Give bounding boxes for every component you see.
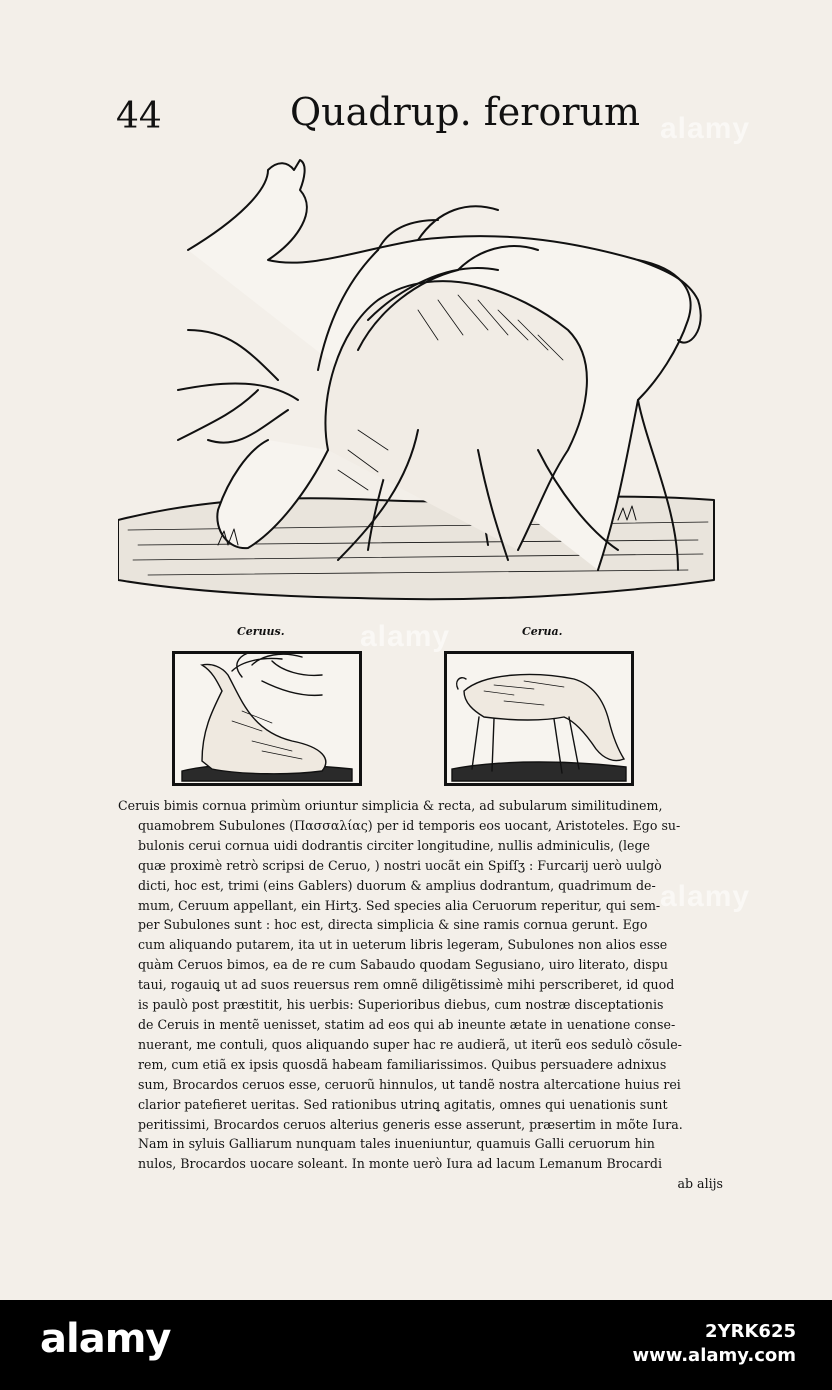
- footer-logo: alamy: [40, 1316, 171, 1362]
- text-line: Nam in syluis Galliarum nunquam tales inueniuntur, quamuis Galli ceruorum hin: [138, 1136, 655, 1152]
- watermark: alamy: [360, 620, 451, 653]
- text-line: per Subulones sunt : hoc est, directa simplicia & sine ramis cornua gerunt. Ego: [138, 917, 648, 933]
- text-line: taui, rogauiꝗ ut ad suos reuersus rem omnẽ diligẽtissimè mihi perscriberet, id quod: [138, 977, 675, 993]
- page-number: 44: [116, 96, 162, 137]
- small-woodcut-grazing-hind: [444, 651, 634, 786]
- text-line: bulonis cerui cornua uidi dodrantis circiter longitudine, nullis adminiculis, (lege: [138, 837, 650, 853]
- small-woodcut-resting-stag: [172, 651, 362, 786]
- image-id: 2YRK625: [705, 1321, 796, 1342]
- text-line: nulos, Brocardos uocare soleant. In monte uerò Iura ad lacum Lemanum Brocardi: [138, 1156, 662, 1172]
- text-line: quamobrem Subulones (Πασσαλίας) per id temporis eos uocant, Aristoteles. Ego su-: [138, 817, 681, 833]
- text-line: mum, Ceruum appellant, ein Hirtʒ. Sed species alia Ceruorum reperitur, qui sem-: [138, 897, 661, 913]
- watermark: alamy: [660, 112, 751, 145]
- text-line: dicti, hoc est, trimi (eins Gablers) duorum & amplius dodrantum, quadrimum de-: [138, 877, 656, 893]
- running-head: Quadrup. ferorum: [290, 90, 640, 134]
- site-url: www.alamy.com: [632, 1345, 796, 1366]
- text-line: quæ proximè retrò scripsi de Ceruo, ) nostri uocãt ein Spiſſʒ : Furcarij uerò uulgò: [138, 857, 662, 873]
- main-woodcut-illustration: [118, 150, 718, 610]
- text-line: sum, Brocardos ceruos esse, ceruorũ hinnulos, ut tandẽ nostra altercatione huius rei: [138, 1076, 681, 1092]
- text-line: rem, cum etiã ex ipsis quosdã habeam familiarissimos. Quibus persuadere adnixus: [138, 1056, 667, 1072]
- text-line: peritissimi, Brocardos ceruos alterius generis esse asserunt, præsertim in mõte Iura.: [138, 1116, 683, 1132]
- text-line: quàm Ceruos bimos, ea de re cum Sabaudo quodam Segusiano, uiro literato, dispu: [138, 957, 668, 973]
- text-line: cum aliquando putarem, ita ut in ueterum libris legeram, Subulones non alios esse: [138, 937, 668, 953]
- text-line: Ceruis bimis cornua primùm oriuntur simplicia & recta, ad subularum similitudinem,: [118, 798, 663, 813]
- body-text: [118, 796, 723, 1194]
- text-line: is paulò post præstitit, his uerbis: Superioribus diebus, cum nostræ disceptationis: [138, 997, 664, 1013]
- caption-ceruus: Ceruus.: [237, 625, 285, 638]
- footer-image-id: [632, 1320, 796, 1368]
- caption-cerua: Cerua.: [522, 625, 563, 638]
- text-line: nuerant, me contuli, quos aliquando super hac re audierã, ut iterũ eos sedulò cõsule-: [138, 1036, 682, 1052]
- text-line: clarior patefieret ueritas. Sed rationibus utrinꝗ agitatis, omnes qui uenationis sunt: [138, 1096, 668, 1112]
- watermark: alamy: [660, 880, 751, 913]
- text-line: de Ceruis in mentẽ uenisset, statim ad eos qui ab ineunte ætate in uenatione conse-: [138, 1016, 676, 1032]
- catchword: ab alijs: [677, 1176, 723, 1192]
